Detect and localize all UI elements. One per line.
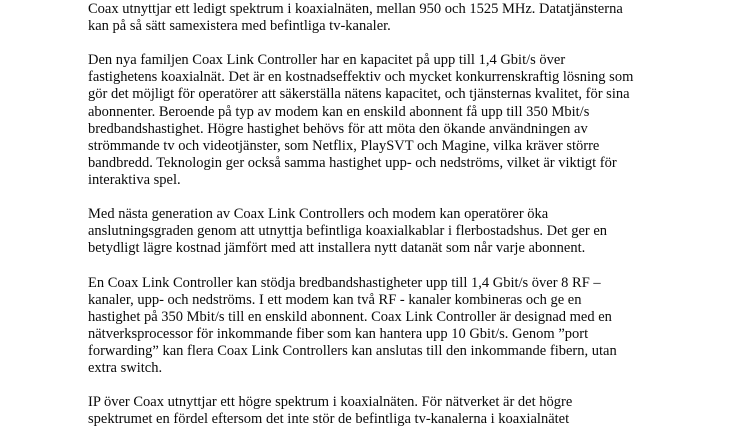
text-line: interaktiva spel.	[88, 171, 181, 188]
text-line: nätverksprocessor för inkommande fiber som kan hantera upp 10 Gbit/s. Genom ”port	[88, 325, 589, 342]
text-line: Coax utnyttjar ett ledigt spektrum i koaxialnäten, mellan 950 och 1525 MHz. Datatjänsterna	[88, 1, 623, 17]
press-release-body	[88, 1, 738, 445]
paragraph	[88, 1, 738, 35]
text-line: bredbandshastighet. Högre hastighet behövs för att möta den ökande användningen av	[88, 120, 588, 137]
text-line: gör det möjligt för operatörer att säkerställa nätens kapacitet, och tjänsternas kvalitet, för sina	[88, 86, 630, 103]
text-line: Den nya familjen Coax Link Controller har en kapacitet på upp till 1,4 Gbit/s över	[88, 52, 566, 69]
text-line: kan på så sätt samexistera med befintliga tv-kanaler.	[88, 18, 391, 35]
text-line: Med nästa generation av Coax Link Controllers och modem kan operatörer öka	[88, 206, 549, 223]
text-line: En Coax Link Controller kan stödja bredbandshastigheter upp till 1,4 Gbit/s över 8 RF –	[88, 274, 601, 291]
text-line: hastighet på 350 Mbit/s till en enskild abonnent. Coax Link Controller är designad med en	[88, 308, 612, 325]
text-line: spektrumet en fördel eftersom det inte stör de befintliga tv-kanalerna i koaxialnätet	[88, 411, 570, 428]
paragraph	[88, 394, 738, 428]
text-line: kanaler, upp- och nedströms. I ett modem kan två RF - kanaler kombineras och ge en	[88, 291, 582, 308]
text-line: IP över Coax utnyttjar ett högre spektrum i koaxialnäten. För nätverket är det högre	[88, 394, 573, 411]
text-line: fastighetens koaxialnät. Det är en kostnadseffektiv och mycket konkurrenskraftig lösning som	[88, 69, 634, 86]
text-line: extra switch.	[88, 359, 163, 376]
text-line: anslutningsgraden genom att utnyttja befintliga koaxialkablar i flerbostadshus. Det ger en	[88, 223, 608, 240]
paragraph	[88, 275, 738, 378]
text-line: forwarding” kan flera Coax Link Controllers kan anslutas till den inkommande fibern, utan	[88, 342, 617, 359]
text-line: abonnenter. Beroende på typ av modem kan en enskild abonnent få upp till 350 Mbit/s	[88, 103, 590, 120]
paragraph	[88, 52, 738, 189]
paragraph	[88, 206, 738, 257]
text-line: bandbredd. Teknologin ger också samma hastighet upp- och nedströms, vilket är viktigt för	[88, 154, 617, 171]
text-line: strömmande tv och videotjänster, som Netflix, PlaySVT och Magine, vilka kräver större	[88, 137, 600, 154]
text-line: betydligt lägre kostnad jämfört med att installera nytt datanät som når varje abonnent.	[88, 240, 586, 257]
